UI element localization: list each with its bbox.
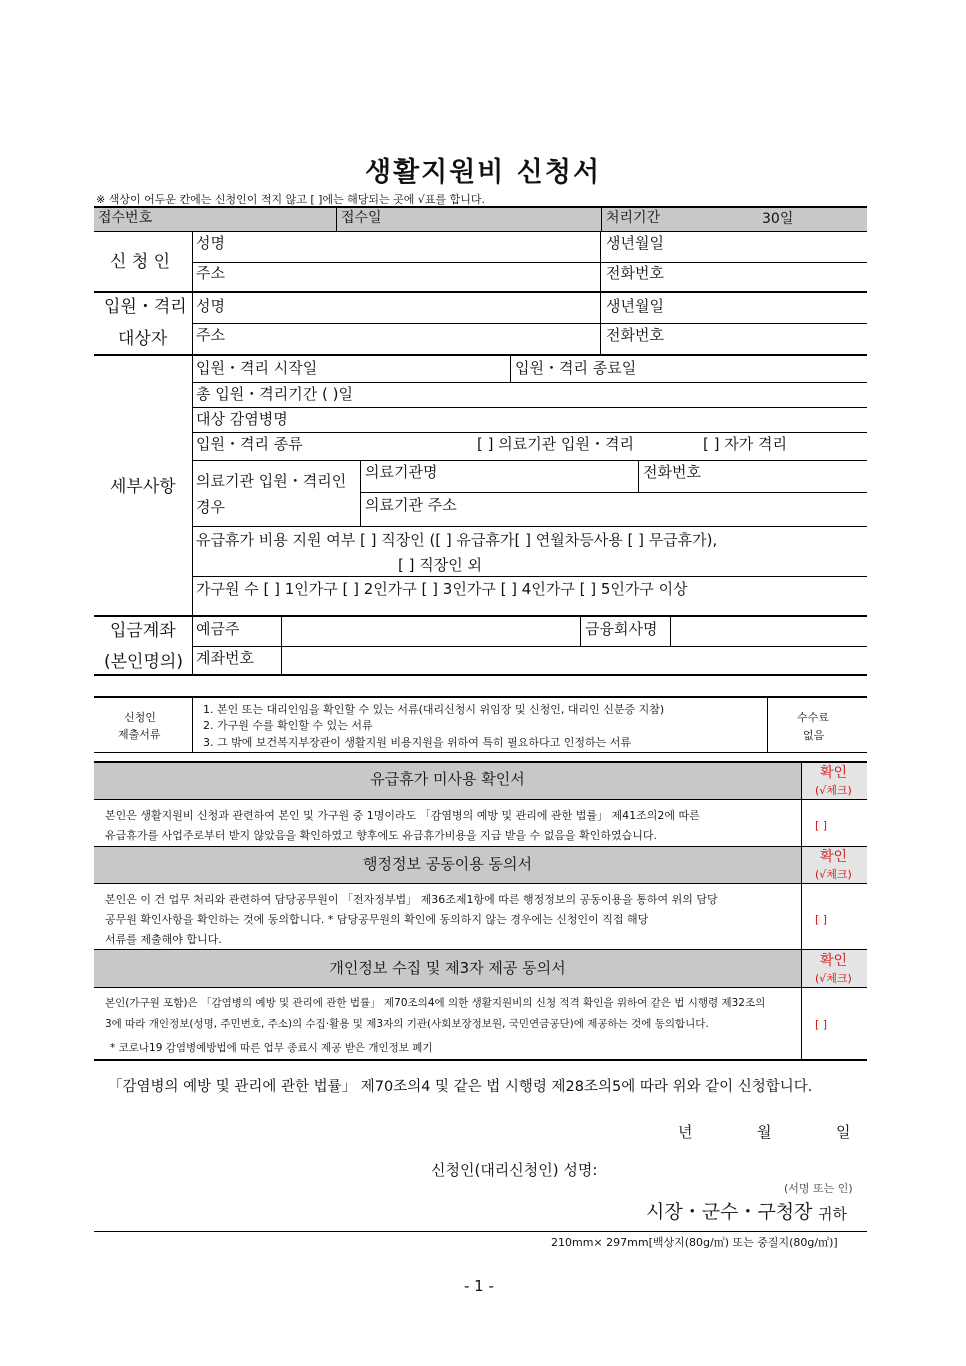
- receipt-date-label: 접수일: [341, 210, 382, 226]
- account-section-label-1: 입금계좌: [110, 621, 176, 641]
- signature-note: (서명 또는 인): [784, 1182, 853, 1195]
- admin-info-checkbox[interactable]: [ ]: [815, 913, 828, 926]
- paper-spec: 210mm× 297mm[백상지(80g/㎡) 또는 중질지(80g/㎡)]: [551, 1236, 838, 1249]
- disease-field[interactable]: 대상 감염병명: [196, 410, 288, 428]
- confirm-check-3: (√체크): [815, 972, 852, 985]
- applicant-signature-label: 신청인(대리신청인) 성명:: [431, 1161, 598, 1179]
- account-number-field[interactable]: 계좌번호: [196, 649, 254, 667]
- date-month-label: 월: [757, 1123, 772, 1141]
- target-name-field[interactable]: 성명: [196, 297, 225, 315]
- confirm-label-3: 확인: [820, 953, 848, 969]
- confirm-label-1: 확인: [820, 765, 848, 781]
- hospital-case-label-2: 경우: [196, 498, 225, 516]
- start-date-field[interactable]: 입원・격리 시작일: [196, 359, 318, 377]
- page-number: - 1 -: [464, 1277, 494, 1295]
- declaration-text: 「감염병의 예방 및 관리에 관한 법률」 제70조의4 및 같은 법 시행령 제28조의5에 따라 위와 같이 신청합니다.: [108, 1079, 813, 1095]
- applicant-address-field[interactable]: 주소: [196, 264, 225, 282]
- details-section-label: 세부사항: [110, 477, 176, 497]
- admin-info-title: 행정정보 공동이용 동의서: [363, 855, 532, 873]
- target-section-label-2: 대상자: [118, 329, 168, 349]
- bank-name-field[interactable]: 금융회사명: [585, 620, 658, 638]
- confirm-label-2: 확인: [820, 849, 848, 865]
- privacy-text-1: 본인(가구원 포함)은 「감염병의 예방 및 관리에 관한 법률」 제70조의4에 의한 생활지원비의 신청 적격 확인을 위하여 같은 법 시행령 제32조의: [105, 997, 766, 1009]
- hospital-address-field[interactable]: 의료기관 주소: [365, 496, 457, 514]
- processing-days: 30일: [762, 211, 794, 227]
- admin-info-text-1: 본인은 이 건 업무 처리와 관련하여 담당공무원이 「전자정부법」 제36조제1항에 따른 행정정보의 공동이용을 통하여 위의 담당: [105, 893, 718, 906]
- privacy-title: 개인정보 수집 및 제3자 제공 동의서: [329, 959, 566, 977]
- document-item-3: 3. 그 밖에 보건복지부장관이 생활지원 비용지원을 위하여 특히 필요하다고 인정하는 서류: [203, 736, 631, 749]
- privacy-text-2: 3에 따라 개인정보(성명, 주민번호, 주소)의 수집·활용 및 제3자의 기관(사회보장정보원, 국민연금공단)에 제공하는 것에 동의합니다.: [105, 1018, 709, 1030]
- end-date-field[interactable]: 입원・격리 종료일: [515, 359, 637, 377]
- hospital-name-field[interactable]: 의료기관명: [365, 463, 438, 481]
- target-birth-field[interactable]: 생년월일: [606, 297, 664, 315]
- self-isolation-checkbox[interactable]: [ ] 자가 격리: [703, 435, 787, 453]
- processing-period-label: 처리기간: [606, 210, 661, 226]
- paid-leave-checkbox[interactable]: [ ]: [815, 819, 828, 832]
- recipient-title: 시장・군수・구청장: [646, 1201, 813, 1223]
- household-size-options[interactable]: 가구원 수 [ ] 1인가구 [ ] 2인가구 [ ] 3인가구 [ ] 4인가구 [ ] 5인가구 이상: [196, 580, 688, 598]
- target-section-label-1: 입원・격리: [104, 297, 187, 317]
- hospital-case-label-1: 의료기관 입원・격리인: [196, 472, 347, 490]
- admin-info-text-2: 공무원 확인사항을 확인하는 것에 동의합니다. * 담당공무원의 확인에 동의하지 않는 경우에는 신청인이 직접 해당: [105, 913, 649, 926]
- isolation-type-label: 입원・격리 종류: [196, 435, 303, 453]
- fee-label: 수수료: [797, 711, 829, 724]
- form-note: ※ 색상이 어두운 칸에는 신청인이 적지 않고 [ ]에는 해당되는 곳에 √표를 합니다.: [96, 193, 486, 206]
- paid-leave-support-options[interactable]: 유급휴가 비용 지원 여부 [ ] 직장인 ([ ] 유급휴가[ ] 연월차등사용 [ ] 무급휴가),: [196, 531, 718, 549]
- confirm-check-2: (√체크): [815, 868, 852, 881]
- hospital-phone-field[interactable]: 전화번호: [643, 463, 701, 481]
- documents-label-1: 신청인: [124, 711, 156, 724]
- paid-leave-title: 유급휴가 미사용 확인서: [370, 770, 525, 788]
- account-holder-field[interactable]: 예금주: [196, 620, 240, 638]
- paid-leave-text-2: 유급휴가를 사업주로부터 받지 않았음을 확인하였고 향후에도 유급휴가비용을 지급 받을 수 없음을 확인하였습니다.: [105, 829, 658, 842]
- paid-leave-text-1: 본인은 생활지원비 신청과 관련하여 본인 및 가구원 중 1명이라도 「감염병의 예방 및 관리에 관한 법률」 제41조의2에 따른: [105, 809, 700, 822]
- document-item-1: 1. 본인 또는 대리인임을 확인할 수 있는 서류(대리신청시 위임장 및 신청인, 대리인 신분증 지참): [203, 703, 665, 716]
- page-title: 생활지원비 신청서: [364, 157, 602, 188]
- privacy-text-3: * 코로나19 감염병예방법에 따른 업무 종료시 제공 받은 개인정보 폐기: [110, 1042, 433, 1054]
- date-day-label: 일: [836, 1123, 851, 1141]
- account-section-label-2: (본인명의): [104, 652, 183, 672]
- applicant-name-field[interactable]: 성명: [196, 234, 225, 252]
- non-employee-checkbox[interactable]: [ ] 직장인 외: [398, 556, 482, 574]
- privacy-checkbox[interactable]: [ ]: [815, 1018, 828, 1031]
- target-address-field[interactable]: 주소: [196, 326, 225, 344]
- target-phone-field[interactable]: 전화번호: [606, 326, 664, 344]
- documents-label-2: 제출서류: [118, 728, 161, 741]
- receipt-number-label: 접수번호: [98, 210, 153, 226]
- date-year-label: 년: [678, 1123, 693, 1141]
- confirm-check-1: (√체크): [815, 784, 852, 797]
- fee-value: 없음: [803, 729, 825, 742]
- applicant-phone-field[interactable]: 전화번호: [606, 264, 664, 282]
- applicant-section-label: 신 청 인: [110, 252, 171, 272]
- applicant-birth-field[interactable]: 생년월일: [606, 234, 664, 252]
- admin-info-text-3: 서류를 제출해야 합니다.: [105, 933, 222, 946]
- recipient-honorific: 귀하: [818, 1205, 847, 1223]
- hospital-isolation-checkbox[interactable]: [ ] 의료기관 입원・격리: [477, 435, 634, 453]
- document-item-2: 2. 가구원 수를 확인할 수 있는 서류: [203, 719, 373, 732]
- total-period-field[interactable]: 총 입원・격리기간 ( )일: [196, 385, 353, 403]
